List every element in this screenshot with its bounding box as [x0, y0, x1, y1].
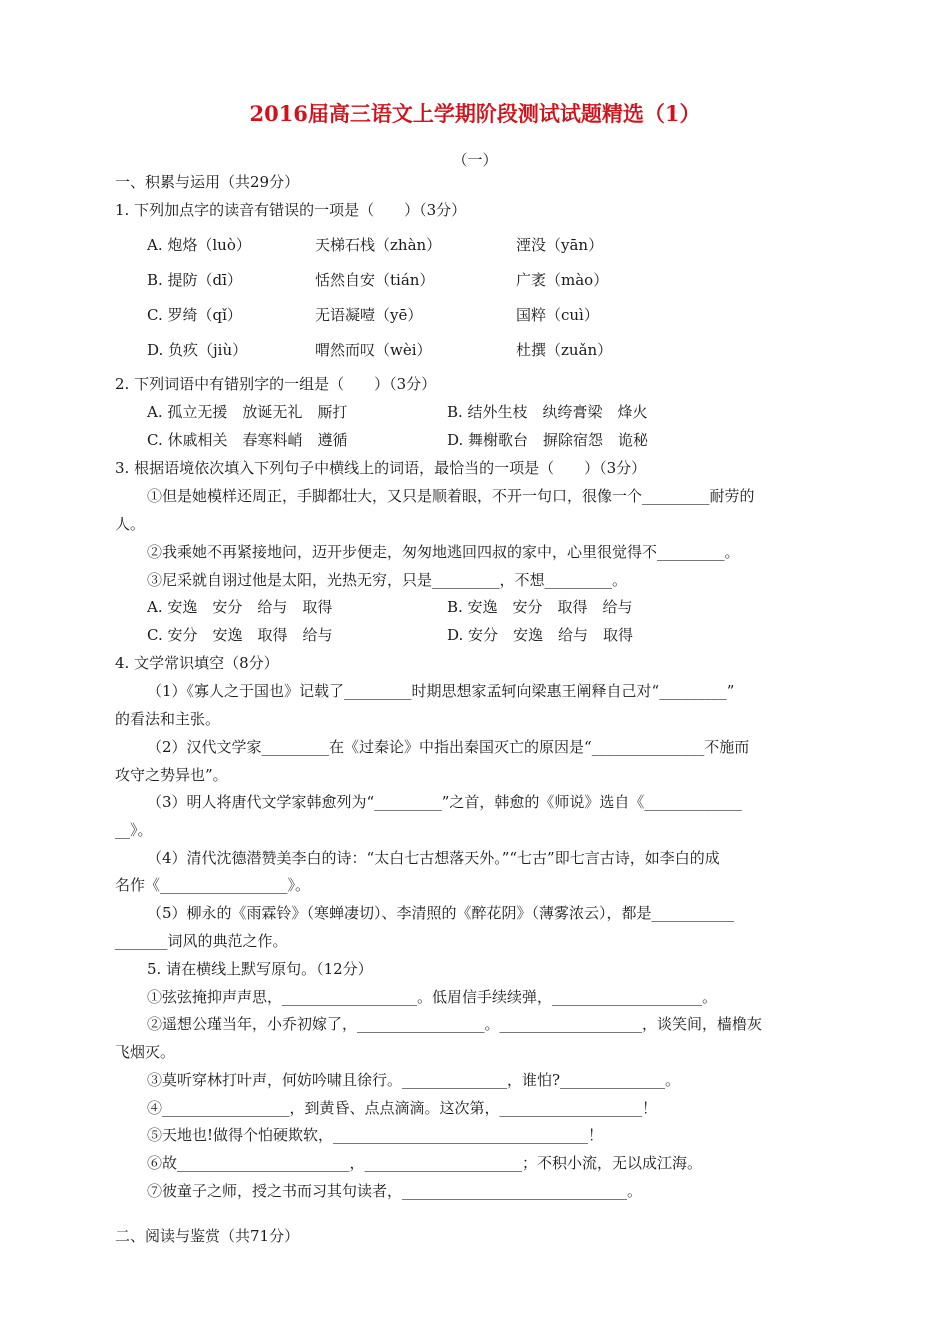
q5-line-1: ①弦弦掩抑声声思，__________________。低眉信手续续弹，____________________。	[147, 988, 718, 1006]
q4-item-5-cont: _______词风的典范之作。	[115, 932, 288, 950]
q3-option-c: C. 安分 安逸 取得 给与	[147, 626, 333, 644]
question-2-stem: 2. 下列词语中有错别字的一组是（ ）（3分）	[115, 375, 437, 393]
q4-item-1-cont: 的看法和主张。	[115, 710, 221, 728]
q1-option-a-2: 天梯石栈（zhàn）	[315, 236, 442, 254]
q2-option-c: C. 休戚相关 春寒料峭 遵循	[147, 431, 348, 449]
q5-line-5: ⑤天地也!做得个怕硬欺软，__________________________________！	[147, 1126, 604, 1144]
part-marker: （一）	[452, 151, 498, 169]
q1-option-a-3: 湮没（yān）	[516, 236, 604, 254]
q2-option-a: A. 孤立无援 放诞无礼 厮打	[147, 403, 348, 421]
q4-item-4: （4）清代沈德潜赞美李白的诗：“太白七古想落天外。”“七古”即七言古诗，如李白的成	[147, 849, 720, 867]
q3-sentence-2: ②我乘她不再紧接地问，迈开步便走，匆匆地逃回四叔的家中，心里很觉得不_________。	[147, 543, 740, 561]
question-3-stem: 3. 根据语境依次填入下列句子中横线上的词语，最恰当的一项是（ ）（3分）	[115, 459, 647, 477]
q4-item-5: （5）柳永的《雨霖铃》（寒蝉凄切）、李清照的《醉花阴》（薄雾浓云），都是___________	[147, 904, 735, 922]
document-title: 2016届高三语文上学期阶段测试试题精选（1）	[249, 101, 701, 126]
q1-option-c-2: 无语凝噎（yē）	[315, 306, 423, 324]
question-5-stem: 5. 请在横线上默写原句。（12分）	[147, 960, 373, 978]
q3-sentence-1: ①但是她模样还周正，手脚都壮大，又只是顺着眼，不开一句口，很像一个_________耐劳的	[147, 487, 755, 505]
q2-option-d: D. 舞榭歌台 摒除宿怨 诡秘	[447, 431, 649, 449]
q1-option-d-1: D. 负疚（jiù）	[147, 341, 248, 359]
section-heading-2: 二、阅读与鉴赏（共71分）	[115, 1227, 300, 1245]
q4-item-1: （1）《寡人之于国也》记载了_________时期思想家孟轲向梁惠王阐释自己对“_________”	[147, 682, 735, 700]
q1-option-a-1: A. 炮烙（luò）	[147, 236, 251, 254]
q4-item-2: （2）汉代文学家_________在《过秦论》中指出秦国灭亡的原因是“_______________不施而	[147, 738, 750, 756]
q4-item-4-cont: 名作《_________________》。	[115, 876, 311, 894]
q4-item-2-cont: 攻守之势异也”。	[115, 766, 228, 784]
q1-option-b-1: B. 提防（dī）	[147, 271, 242, 289]
q2-option-b: B. 结外生枝 纨绔膏梁 烽火	[447, 403, 648, 421]
q4-item-3-cont: __》。	[115, 821, 153, 839]
q1-option-b-3: 广袤（mào）	[516, 271, 609, 289]
q5-line-4: ④_________________，到黄昏、点点滴滴。这次第，___________________！	[147, 1099, 658, 1117]
q5-line-7: ⑦彼童子之师，授之书而习其句读者，______________________________。	[147, 1182, 643, 1200]
q5-line-3: ③莫听穿林打叶声，何妨吟啸且徐行。______________，谁怕?______________。	[147, 1071, 681, 1089]
q5-line-2-cont: 飞烟灭。	[115, 1043, 176, 1061]
q1-option-c-1: C. 罗绮（qǐ）	[147, 306, 242, 324]
q5-line-6: ⑥故_______________________，_____________________；不积小流，无以成江海。	[147, 1154, 703, 1172]
question-4-stem: 4. 文学常识填空（8分）	[115, 654, 279, 672]
q3-option-b: B. 安逸 安分 取得 给与	[447, 598, 633, 616]
q1-option-b-2: 恬然自安（tián）	[315, 271, 435, 289]
section-heading-1: 一、积累与运用（共29分）	[115, 173, 300, 191]
q3-sentence-1-cont: 人。	[115, 515, 146, 533]
q3-option-d: D. 安分 安逸 给与 取得	[447, 626, 634, 644]
q1-option-c-3: 国粹（cuì）	[516, 306, 599, 324]
q4-item-3: （3）明人将唐代文学家韩愈列为“_________”之首，韩愈的《师说》选自《_____________	[147, 793, 742, 811]
question-1-stem: 1. 下列加点字的读音有错误的一项是（ ）（3分）	[115, 201, 467, 219]
q1-option-d-3: 杜撰（zuǎn）	[516, 341, 613, 359]
q5-line-2: ②遥想公瑾当年，小乔初嫁了，_________________。___________________，谈笑间，樯橹灰	[147, 1015, 763, 1033]
q1-option-d-2: 喟然而叹（wèi）	[315, 341, 432, 359]
q3-option-a: A. 安逸 安分 给与 取得	[147, 598, 333, 616]
q3-sentence-3: ③尼采就自诩过他是太阳，光热无穷，只是_________，不想_________。	[147, 571, 628, 589]
